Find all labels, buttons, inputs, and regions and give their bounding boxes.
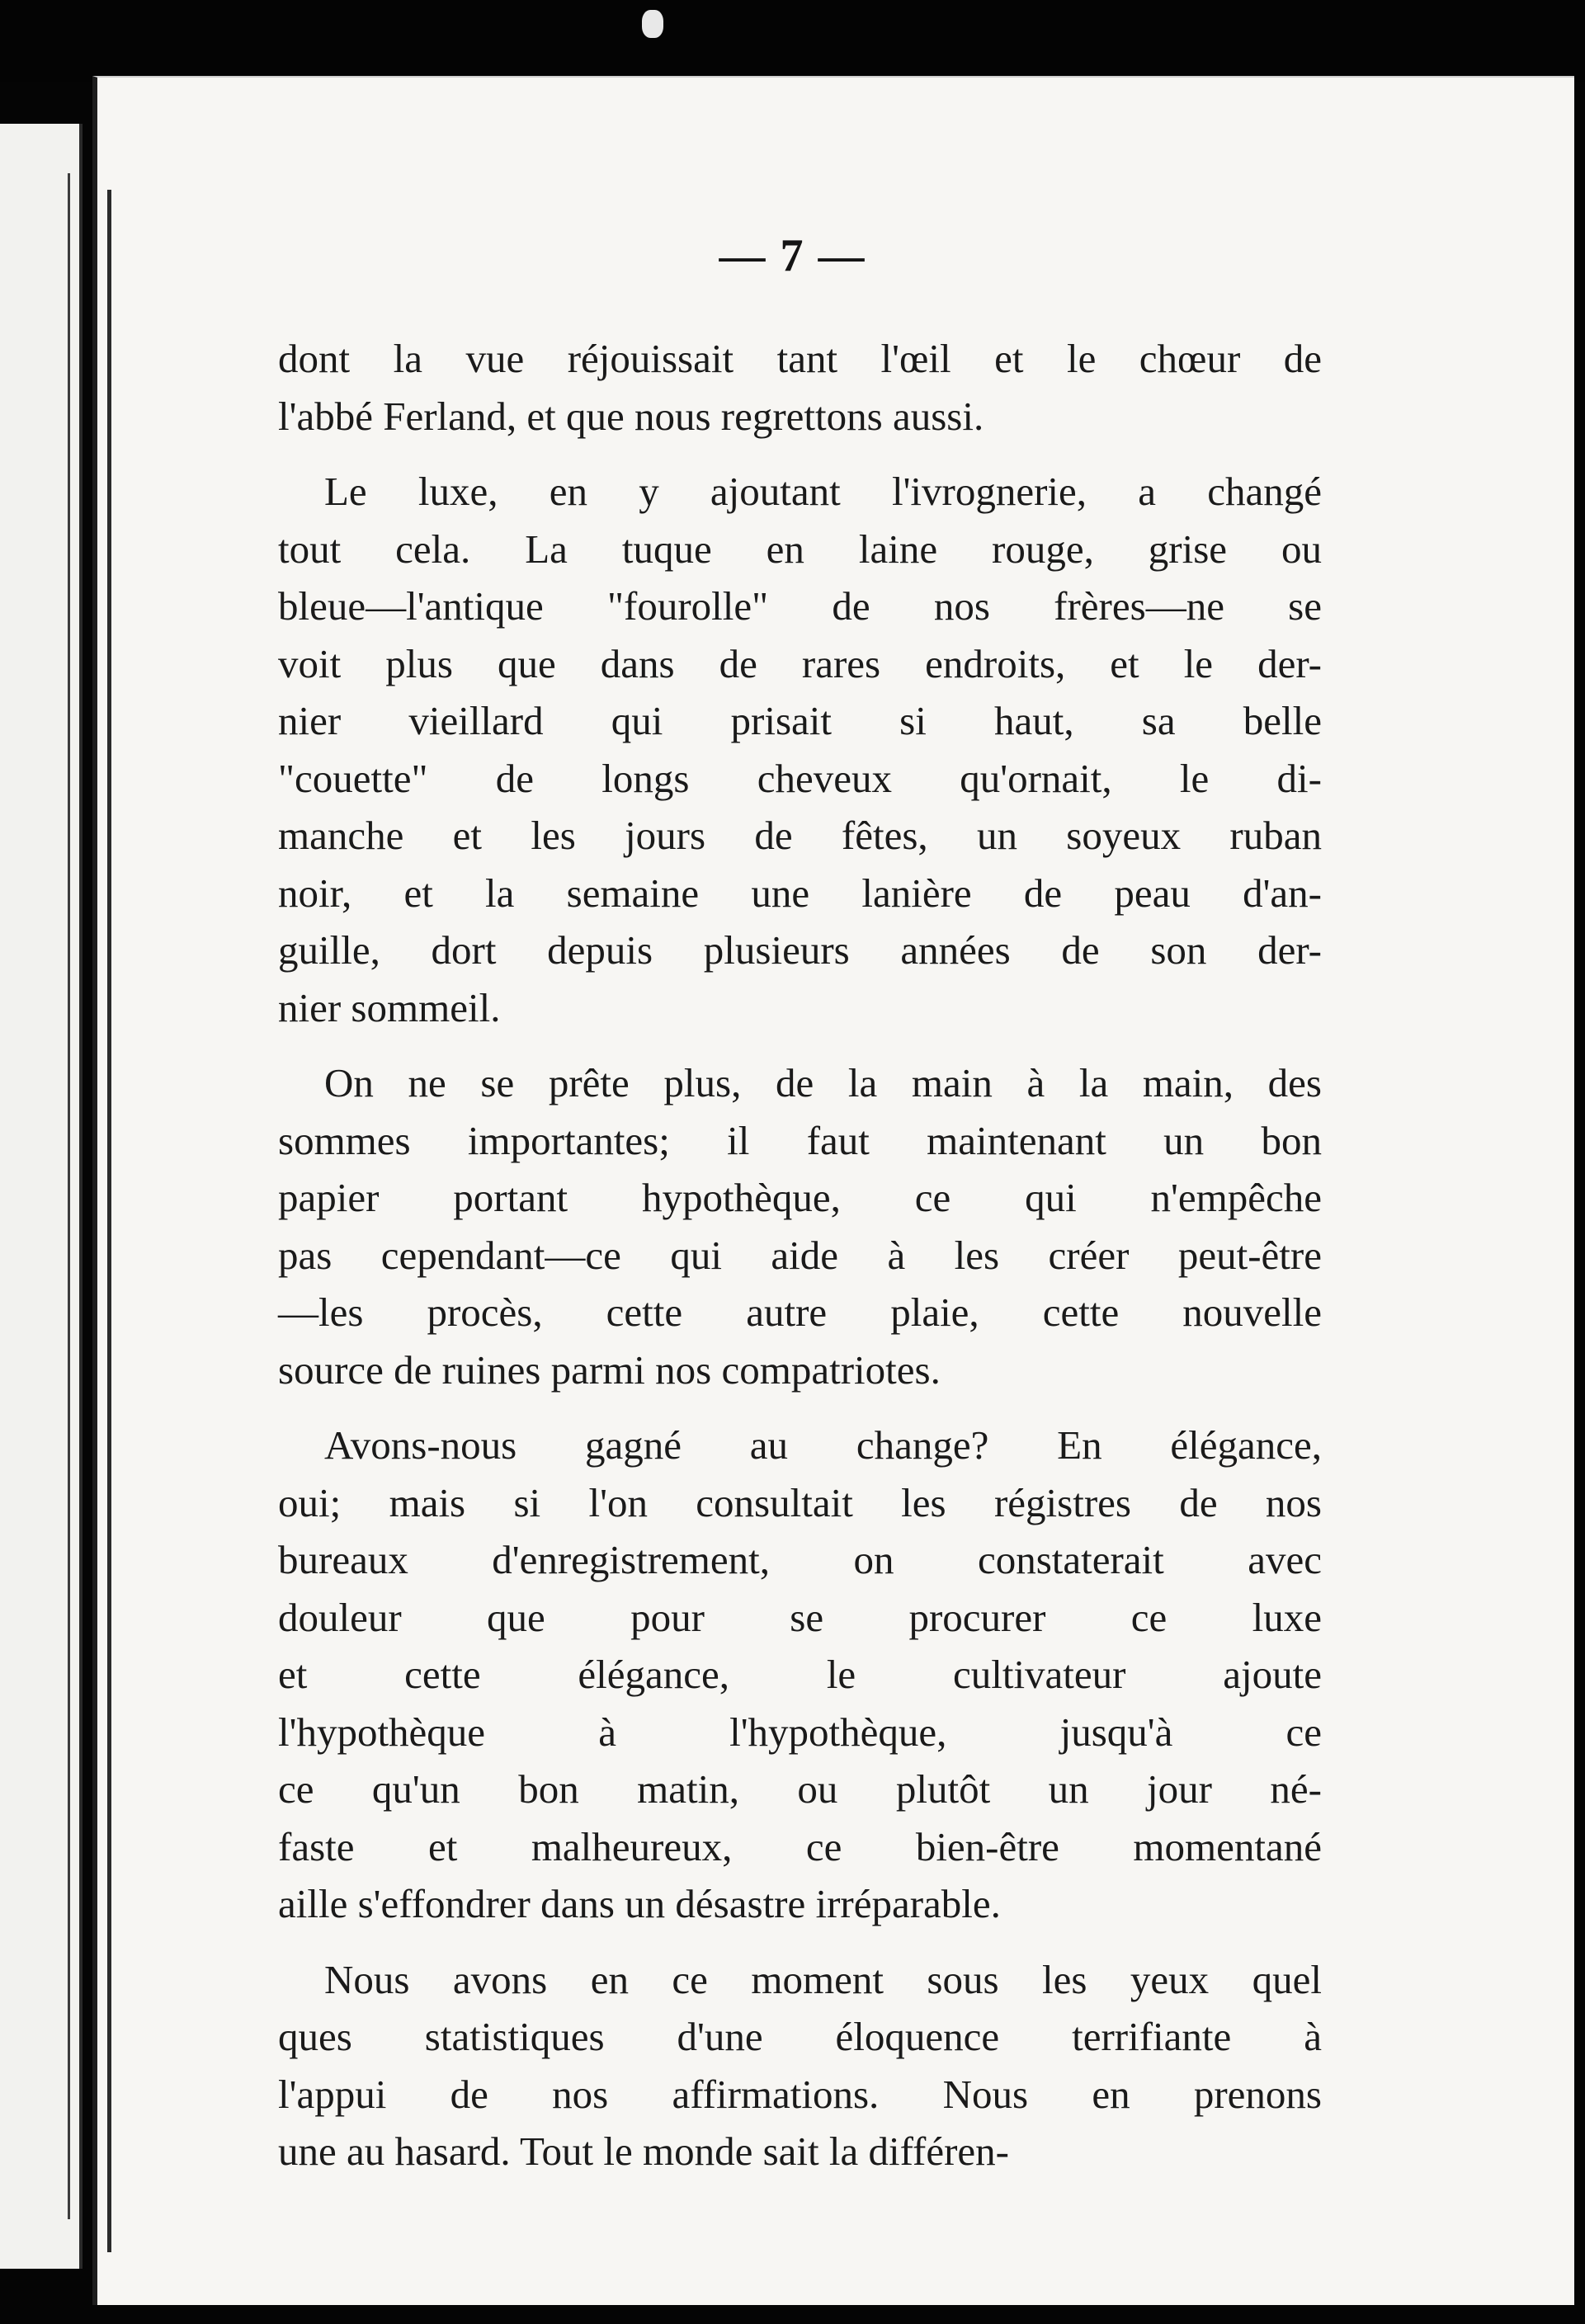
text-line: pas cependant—ce qui aide à les créer peut-être [278,1232,1322,1278]
text-line: dont la vue réjouissait tant l'œil et le chœur de [278,336,1322,381]
scan-mark [642,10,663,38]
text-line: une au hasard. Tout le monde sait la différen- [278,2128,1009,2174]
text-line: l'hypothèque à l'hypothèque, jusqu'à ce [278,1709,1322,1755]
text-line: "couette" de longs cheveux qu'ornait, le di- [278,755,1322,801]
text-line: sommes importantes; il faut maintenant un bon [278,1117,1322,1163]
binding-rule [107,190,111,2252]
text-line: —les procès, cette autre plaie, cette nouvelle [278,1289,1322,1335]
paragraph [278,1417,1322,1933]
text-line: bureaux d'enregistrement, on constaterait avec [278,1537,1322,1582]
text-line: On ne se prête plus, de la main à la main, des [324,1060,1322,1105]
text-line: l'abbé Ferland, et que nous regrettons aussi. [278,393,984,439]
text-line: manche et les jours de fêtes, un soyeux ruban [278,813,1322,858]
paragraph [278,330,1322,445]
paragraph [278,463,1322,1036]
left-page-edge [0,124,83,2269]
text-line: tout cela. La tuque en laine rouge, grise ou [278,526,1322,572]
left-gutter-line [68,173,70,2219]
paragraph [278,1951,1322,2180]
text-line: nier vieillard qui prisait si haut, sa belle [278,698,1322,743]
text-line: noir, et la semaine une lanière de peau d'an- [278,870,1322,916]
text-line: l'appui de nos affirmations. Nous en prenons [278,2071,1322,2117]
text-line: douleur que pour se procurer ce luxe [278,1594,1322,1640]
body-text [278,330,1322,2199]
scanner-top-border [0,0,1585,82]
text-line: voit plus que dans de rares endroits, et le der- [278,640,1322,686]
text-line: nier sommeil. [278,984,501,1030]
text-line: et cette élégance, le cultivateur ajoute [278,1652,1322,1697]
text-line: source de ruines parmi nos compatriotes. [278,1346,941,1393]
text-line: ce qu'un bon matin, ou plutôt un jour né- [278,1766,1322,1812]
paragraph [278,1054,1322,1398]
text-line: Avons-nous gagné au change? En élégance, [324,1422,1322,1468]
text-line: faste et malheureux, ce bien-être momentané [278,1823,1322,1869]
text-line: guille, dort depuis plusieurs années de son der- [278,927,1322,973]
text-line: papier portant hypothèque, ce qui n'empêche [278,1175,1322,1220]
text-line: ques statistiques d'une éloquence terrifiante à [278,2014,1322,2059]
text-line: oui; mais si l'on consultait les régistres de nos [278,1479,1322,1525]
text-line: Nous avons en ce moment sous les yeux quel [324,1956,1322,2002]
text-line: Le luxe, en y ajoutant l'ivrognerie, a changé [324,469,1322,514]
page-number: — 7 — [719,230,866,281]
text-line: bleue—l'antique "fourolle" de nos frères—ne se [278,583,1322,629]
text-line: aille s'effondrer dans un désastre irréparable. [278,1881,1001,1926]
